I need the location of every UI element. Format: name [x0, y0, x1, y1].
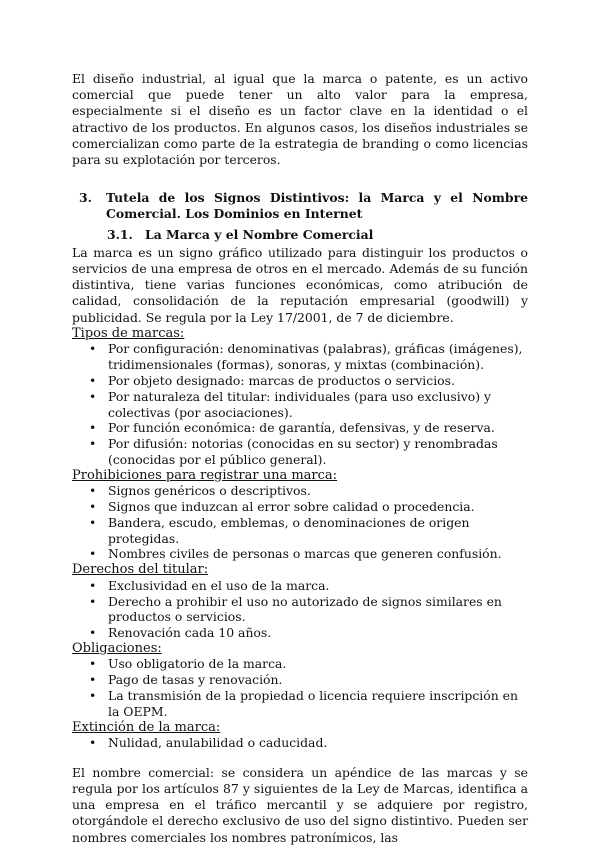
list-item: • Bandera, escudo, emblemas, o denominaciones de origen protegidas. [72, 515, 528, 547]
tipos-heading: Tipos de marcas: [72, 325, 185, 341]
list-item: • Signos genéricos o descriptivos. [72, 483, 528, 499]
list-item: • Nulidad, anulabilidad o caducidad. [72, 735, 528, 751]
list-item: • Signos que induzcan al error sobre calidad o procedencia. [72, 499, 528, 515]
nombre-comercial-paragraph: El nombre comercial: se considera un apéndice de las marcas y se regula por los artículos 87 y siguientes de la Ley de Marcas, identifica a una empresa en el tráfico mercantil y se adquiere por registro, otorgándole el derecho exclusivo de uso del signo distintivo. Pueden ser nombres comerciales los nombres patronímicos, las [72, 764, 528, 845]
list-item: • Por difusión: notorias (conocidas en su sector) y renombradas (conocidas por el público general). [72, 436, 528, 468]
section-title: Tutela de los Signos Distintivos: la Marca y el Nombre Comercial. Los Dominios en Internet [106, 190, 528, 222]
list-item: • La transmisión de la propiedad o licencia requiere inscripción en la OEPM. [72, 688, 528, 720]
list-item: • Nombres civiles de personas o marcas que generen confusión. [72, 546, 528, 562]
extincion-list [72, 735, 528, 751]
intro-paragraph: El diseño industrial, al igual que la marca o patente, es un activo comercial que puede tener un alto valor para la empresa, especialmente si el diseño es un factor clave en la identidad o el atractivo de los productos. En algunos casos, los diseños industriales se comercializan como parte de la estrategia de branding o como licencias para su explotación por terceros. [72, 71, 528, 168]
list-item: • Derecho a prohibir el uso no autorizado de signos similares en productos o servicios. [72, 594, 528, 626]
list-item: • Por configuración: denominativas (palabras), gráficas (imágenes), tridimensionales (formas), sonoras, y mixtas (combinación). [72, 341, 528, 373]
list-item: • Por naturaleza del titular: individuales (para uso exclusivo) y colectivas (por asociaciones). [72, 389, 528, 421]
section-heading [72, 190, 528, 222]
obligaciones-list [72, 656, 528, 719]
section-number: 3. [79, 190, 92, 206]
derechos-heading: Derechos del titular: [72, 562, 209, 578]
definition-paragraph: La marca es un signo gráfico utilizado para distinguir los productos o servicios de una empresa de otros en el mercado. Además de su función distintiva, tiene varias funciones económicas, como atribución de calidad, consolidación de la reputación empresarial (goodwill) y publicidad. Se regula por la Ley 17/2001, de 7 de diciembre. [72, 244, 528, 325]
list-item: • Uso obligatorio de la marca. [72, 656, 528, 672]
subsection-title: La Marca y el Nombre Comercial [145, 226, 374, 242]
subsection-heading [72, 227, 528, 243]
derechos-list [72, 578, 528, 641]
list-item: • Por objeto designado: marcas de productos o servicios. [72, 373, 528, 389]
prohibiciones-heading: Prohibiciones para registrar una marca: [72, 467, 338, 483]
extincion-heading: Extinción de la marca: [72, 719, 221, 735]
list-item: • Exclusividad en el uso de la marca. [72, 578, 528, 594]
obligaciones-heading: Obligaciones: [72, 640, 162, 656]
prohibiciones-list [72, 483, 528, 562]
page-content [72, 71, 528, 846]
list-item: • Renovación cada 10 años. [72, 625, 528, 641]
list-item: • Pago de tasas y renovación. [72, 672, 528, 688]
tipos-list [72, 341, 528, 467]
list-item: • Por función económica: de garantía, defensivas, y de reserva. [72, 420, 528, 436]
subsection-number: 3.1. [107, 226, 133, 242]
spacer [72, 751, 528, 765]
